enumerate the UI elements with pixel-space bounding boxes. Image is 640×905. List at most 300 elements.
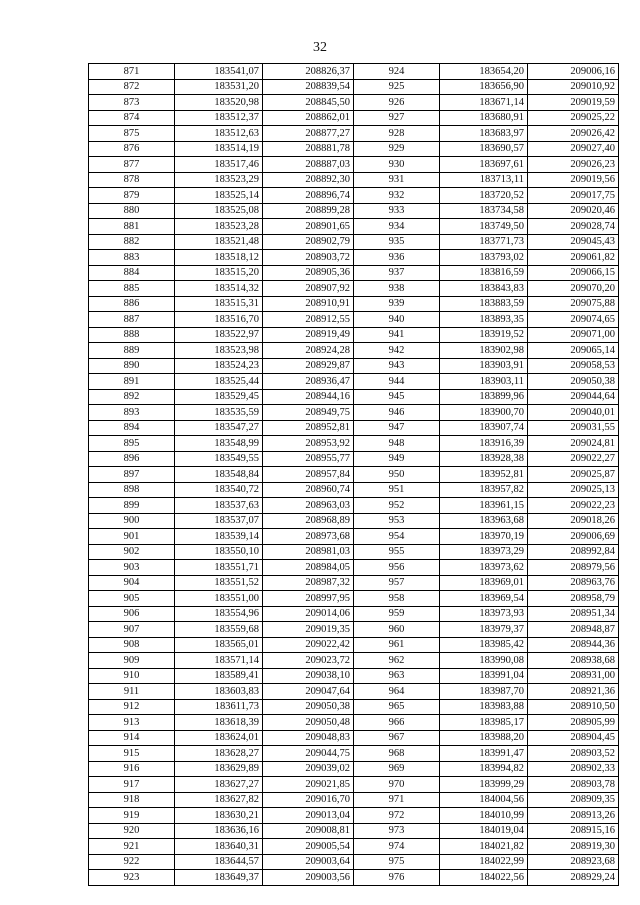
table-row (89, 250, 619, 266)
point-number-cell: 902 (89, 544, 175, 560)
x-coordinate-cell: 183919,52 (440, 327, 528, 343)
x-coordinate-cell: 183565,01 (175, 637, 263, 653)
table-row (89, 374, 619, 390)
x-coordinate-cell: 183973,93 (440, 606, 528, 622)
y-coordinate-cell: 208919,49 (263, 327, 354, 343)
point-number-cell: 914 (89, 730, 175, 746)
y-coordinate-cell: 208987,32 (263, 575, 354, 591)
y-coordinate-cell: 209025,87 (528, 467, 619, 483)
point-number-cell: 967 (354, 730, 440, 746)
x-coordinate-cell: 184021,82 (440, 839, 528, 855)
point-number-cell: 925 (354, 79, 440, 95)
y-coordinate-cell: 208948,87 (528, 622, 619, 638)
point-number-cell: 938 (354, 281, 440, 297)
x-coordinate-cell: 183690,57 (440, 141, 528, 157)
x-coordinate-cell: 183618,39 (175, 715, 263, 731)
point-number-cell: 918 (89, 792, 175, 808)
y-coordinate-cell: 209019,35 (263, 622, 354, 638)
table-row (89, 823, 619, 839)
y-coordinate-cell: 209048,83 (263, 730, 354, 746)
y-coordinate-cell: 209023,72 (263, 653, 354, 669)
y-coordinate-cell: 209018,26 (528, 513, 619, 529)
point-number-cell: 909 (89, 653, 175, 669)
table-row (89, 327, 619, 343)
x-coordinate-cell: 183529,45 (175, 389, 263, 405)
point-number-cell: 940 (354, 312, 440, 328)
point-number-cell: 898 (89, 482, 175, 498)
x-coordinate-cell: 183524,23 (175, 358, 263, 374)
point-number-cell: 890 (89, 358, 175, 374)
y-coordinate-cell: 209013,04 (263, 808, 354, 824)
table-row (89, 358, 619, 374)
x-coordinate-cell: 183644,57 (175, 854, 263, 870)
x-coordinate-cell: 184019,04 (440, 823, 528, 839)
table-row (89, 653, 619, 669)
x-coordinate-cell: 183957,82 (440, 482, 528, 498)
x-coordinate-cell: 183793,02 (440, 250, 528, 266)
x-coordinate-cell: 183628,27 (175, 746, 263, 762)
table-row (89, 157, 619, 173)
x-coordinate-cell: 183969,01 (440, 575, 528, 591)
point-number-cell: 946 (354, 405, 440, 421)
table-row (89, 343, 619, 359)
y-coordinate-cell: 208892,30 (263, 172, 354, 188)
x-coordinate-cell: 183999,29 (440, 777, 528, 793)
x-coordinate-cell: 183515,20 (175, 265, 263, 281)
y-coordinate-cell: 208905,36 (263, 265, 354, 281)
point-number-cell: 932 (354, 188, 440, 204)
y-coordinate-cell: 208968,89 (263, 513, 354, 529)
table-row (89, 219, 619, 235)
x-coordinate-cell: 183531,20 (175, 79, 263, 95)
point-number-cell: 877 (89, 157, 175, 173)
point-number-cell: 920 (89, 823, 175, 839)
x-coordinate-cell: 183515,31 (175, 296, 263, 312)
point-number-cell: 908 (89, 637, 175, 653)
point-number-cell: 921 (89, 839, 175, 855)
x-coordinate-cell: 183973,29 (440, 544, 528, 560)
x-coordinate-cell: 183537,63 (175, 498, 263, 514)
table-row (89, 591, 619, 607)
point-number-cell: 878 (89, 172, 175, 188)
y-coordinate-cell: 208938,68 (528, 653, 619, 669)
x-coordinate-cell: 183537,07 (175, 513, 263, 529)
y-coordinate-cell: 208909,35 (528, 792, 619, 808)
table-row (89, 420, 619, 436)
y-coordinate-cell: 209025,22 (528, 110, 619, 126)
y-coordinate-cell: 209008,81 (263, 823, 354, 839)
x-coordinate-cell: 183551,00 (175, 591, 263, 607)
point-number-cell: 931 (354, 172, 440, 188)
x-coordinate-cell: 183525,14 (175, 188, 263, 204)
table-row (89, 95, 619, 111)
y-coordinate-cell: 208936,47 (263, 374, 354, 390)
table-row (89, 467, 619, 483)
point-number-cell: 950 (354, 467, 440, 483)
y-coordinate-cell: 208912,55 (263, 312, 354, 328)
point-number-cell: 929 (354, 141, 440, 157)
y-coordinate-cell: 208931,00 (528, 668, 619, 684)
x-coordinate-cell: 183963,68 (440, 513, 528, 529)
x-coordinate-cell: 183697,61 (440, 157, 528, 173)
y-coordinate-cell: 208979,56 (528, 560, 619, 576)
point-number-cell: 934 (354, 219, 440, 235)
page-number: 32 (313, 40, 327, 55)
point-number-cell: 935 (354, 234, 440, 250)
point-number-cell: 930 (354, 157, 440, 173)
table-row (89, 482, 619, 498)
table-row (89, 188, 619, 204)
point-number-cell: 974 (354, 839, 440, 855)
table-row (89, 451, 619, 467)
y-coordinate-cell: 208901,65 (263, 219, 354, 235)
y-coordinate-cell: 208952,81 (263, 420, 354, 436)
y-coordinate-cell: 208944,36 (528, 637, 619, 653)
table-row (89, 777, 619, 793)
table-row (89, 436, 619, 452)
point-number-cell: 894 (89, 420, 175, 436)
y-coordinate-cell: 208973,68 (263, 529, 354, 545)
y-coordinate-cell: 209003,64 (263, 854, 354, 870)
point-number-cell: 880 (89, 203, 175, 219)
y-coordinate-cell: 208902,33 (528, 761, 619, 777)
table-row (89, 405, 619, 421)
y-coordinate-cell: 208984,05 (263, 560, 354, 576)
y-coordinate-cell: 208881,78 (263, 141, 354, 157)
y-coordinate-cell: 209010,92 (528, 79, 619, 95)
x-coordinate-cell: 183517,46 (175, 157, 263, 173)
x-coordinate-cell: 183525,08 (175, 203, 263, 219)
x-coordinate-cell: 183994,82 (440, 761, 528, 777)
point-number-cell: 927 (354, 110, 440, 126)
y-coordinate-cell: 209020,46 (528, 203, 619, 219)
y-coordinate-cell: 208960,74 (263, 482, 354, 498)
x-coordinate-cell: 183627,27 (175, 777, 263, 793)
y-coordinate-cell: 208910,91 (263, 296, 354, 312)
y-coordinate-cell: 208921,36 (528, 684, 619, 700)
point-number-cell: 892 (89, 389, 175, 405)
point-number-cell: 917 (89, 777, 175, 793)
y-coordinate-cell: 209019,59 (528, 95, 619, 111)
table-row (89, 513, 619, 529)
x-coordinate-cell: 183535,59 (175, 405, 263, 421)
table-row (89, 761, 619, 777)
y-coordinate-cell: 209014,06 (263, 606, 354, 622)
x-coordinate-cell: 183843,83 (440, 281, 528, 297)
y-coordinate-cell: 208924,28 (263, 343, 354, 359)
x-coordinate-cell: 183551,52 (175, 575, 263, 591)
point-number-cell: 899 (89, 498, 175, 514)
y-coordinate-cell: 209031,55 (528, 420, 619, 436)
x-coordinate-cell: 183987,70 (440, 684, 528, 700)
point-number-cell: 922 (89, 854, 175, 870)
point-number-cell: 915 (89, 746, 175, 762)
point-number-cell: 949 (354, 451, 440, 467)
y-coordinate-cell: 208958,79 (528, 591, 619, 607)
point-number-cell: 968 (354, 746, 440, 762)
point-number-cell: 876 (89, 141, 175, 157)
x-coordinate-cell: 183521,48 (175, 234, 263, 250)
point-number-cell: 906 (89, 606, 175, 622)
point-number-cell: 954 (354, 529, 440, 545)
table-row (89, 715, 619, 731)
y-coordinate-cell: 208826,37 (263, 64, 354, 80)
x-coordinate-cell: 183514,19 (175, 141, 263, 157)
x-coordinate-cell: 183550,10 (175, 544, 263, 560)
x-coordinate-cell: 183970,19 (440, 529, 528, 545)
point-number-cell: 948 (354, 436, 440, 452)
x-coordinate-cell: 183734,58 (440, 203, 528, 219)
x-coordinate-cell: 183627,82 (175, 792, 263, 808)
y-coordinate-cell: 208910,50 (528, 699, 619, 715)
x-coordinate-cell: 183907,74 (440, 420, 528, 436)
point-number-cell: 910 (89, 668, 175, 684)
point-number-cell: 964 (354, 684, 440, 700)
x-coordinate-cell: 183988,20 (440, 730, 528, 746)
x-coordinate-cell: 183548,99 (175, 436, 263, 452)
y-coordinate-cell: 209065,14 (528, 343, 619, 359)
x-coordinate-cell: 183749,50 (440, 219, 528, 235)
x-coordinate-cell: 183990,08 (440, 653, 528, 669)
point-number-cell: 937 (354, 265, 440, 281)
table-row (89, 281, 619, 297)
point-number-cell: 888 (89, 327, 175, 343)
x-coordinate-cell: 183969,54 (440, 591, 528, 607)
y-coordinate-cell: 208919,30 (528, 839, 619, 855)
point-number-cell: 926 (354, 95, 440, 111)
x-coordinate-cell: 183512,63 (175, 126, 263, 142)
table-row (89, 839, 619, 855)
y-coordinate-cell: 208839,54 (263, 79, 354, 95)
y-coordinate-cell: 208963,76 (528, 575, 619, 591)
y-coordinate-cell: 208904,45 (528, 730, 619, 746)
x-coordinate-cell: 183549,55 (175, 451, 263, 467)
point-number-cell: 891 (89, 374, 175, 390)
y-coordinate-cell: 209022,27 (528, 451, 619, 467)
y-coordinate-cell: 209050,38 (263, 699, 354, 715)
x-coordinate-cell: 183540,72 (175, 482, 263, 498)
point-number-cell: 945 (354, 389, 440, 405)
point-number-cell: 958 (354, 591, 440, 607)
y-coordinate-cell: 208997,95 (263, 591, 354, 607)
x-coordinate-cell: 183539,14 (175, 529, 263, 545)
x-coordinate-cell: 183603,83 (175, 684, 263, 700)
table-row (89, 110, 619, 126)
y-coordinate-cell: 208929,87 (263, 358, 354, 374)
x-coordinate-cell: 183654,20 (440, 64, 528, 80)
point-number-cell: 975 (354, 854, 440, 870)
point-number-cell: 884 (89, 265, 175, 281)
x-coordinate-cell: 183713,11 (440, 172, 528, 188)
x-coordinate-cell: 183683,97 (440, 126, 528, 142)
point-number-cell: 874 (89, 110, 175, 126)
point-number-cell: 962 (354, 653, 440, 669)
point-number-cell: 952 (354, 498, 440, 514)
table-row (89, 172, 619, 188)
x-coordinate-cell: 183547,27 (175, 420, 263, 436)
x-coordinate-cell: 183523,98 (175, 343, 263, 359)
table-row (89, 575, 619, 591)
y-coordinate-cell: 209058,53 (528, 358, 619, 374)
y-coordinate-cell: 208903,78 (528, 777, 619, 793)
point-number-cell: 875 (89, 126, 175, 142)
x-coordinate-cell: 183973,62 (440, 560, 528, 576)
x-coordinate-cell: 183883,59 (440, 296, 528, 312)
point-number-cell: 885 (89, 281, 175, 297)
point-number-cell: 901 (89, 529, 175, 545)
point-number-cell: 942 (354, 343, 440, 359)
x-coordinate-cell: 183640,31 (175, 839, 263, 855)
point-number-cell: 972 (354, 808, 440, 824)
y-coordinate-cell: 209039,02 (263, 761, 354, 777)
point-number-cell: 959 (354, 606, 440, 622)
y-coordinate-cell: 208953,92 (263, 436, 354, 452)
y-coordinate-cell: 208902,79 (263, 234, 354, 250)
y-coordinate-cell: 208992,84 (528, 544, 619, 560)
point-number-cell: 919 (89, 808, 175, 824)
x-coordinate-cell: 183611,73 (175, 699, 263, 715)
y-coordinate-cell: 209003,56 (263, 870, 354, 886)
x-coordinate-cell: 183554,96 (175, 606, 263, 622)
point-number-cell: 883 (89, 250, 175, 266)
table-row (89, 203, 619, 219)
y-coordinate-cell: 209024,81 (528, 436, 619, 452)
point-number-cell: 966 (354, 715, 440, 731)
y-coordinate-cell: 208929,24 (528, 870, 619, 886)
table-row (89, 730, 619, 746)
table-row (89, 79, 619, 95)
y-coordinate-cell: 208951,34 (528, 606, 619, 622)
table-row (89, 141, 619, 157)
table-row (89, 265, 619, 281)
point-number-cell: 943 (354, 358, 440, 374)
x-coordinate-cell: 183899,96 (440, 389, 528, 405)
table-row (89, 498, 619, 514)
point-number-cell: 887 (89, 312, 175, 328)
table-row (89, 792, 619, 808)
x-coordinate-cell: 183523,29 (175, 172, 263, 188)
point-number-cell: 933 (354, 203, 440, 219)
point-number-cell: 905 (89, 591, 175, 607)
x-coordinate-cell: 183523,28 (175, 219, 263, 235)
x-coordinate-cell: 183903,91 (440, 358, 528, 374)
y-coordinate-cell: 209047,64 (263, 684, 354, 700)
y-coordinate-cell: 208955,77 (263, 451, 354, 467)
point-number-cell: 881 (89, 219, 175, 235)
table-row (89, 637, 619, 653)
y-coordinate-cell: 209006,16 (528, 64, 619, 80)
table-row (89, 296, 619, 312)
x-coordinate-cell: 183624,01 (175, 730, 263, 746)
y-coordinate-cell: 209061,82 (528, 250, 619, 266)
y-coordinate-cell: 208905,99 (528, 715, 619, 731)
x-coordinate-cell: 183548,84 (175, 467, 263, 483)
x-coordinate-cell: 183991,04 (440, 668, 528, 684)
point-number-cell: 873 (89, 95, 175, 111)
x-coordinate-cell: 183525,44 (175, 374, 263, 390)
point-number-cell: 960 (354, 622, 440, 638)
point-number-cell: 889 (89, 343, 175, 359)
x-coordinate-cell: 183916,39 (440, 436, 528, 452)
point-number-cell: 957 (354, 575, 440, 591)
x-coordinate-cell: 183656,90 (440, 79, 528, 95)
coordinates-table-body (89, 64, 619, 886)
y-coordinate-cell: 209006,69 (528, 529, 619, 545)
table-row (89, 684, 619, 700)
x-coordinate-cell: 183983,88 (440, 699, 528, 715)
point-number-cell: 879 (89, 188, 175, 204)
point-number-cell: 903 (89, 560, 175, 576)
y-coordinate-cell: 209050,38 (528, 374, 619, 390)
point-number-cell: 912 (89, 699, 175, 715)
table-row (89, 746, 619, 762)
y-coordinate-cell: 209075,88 (528, 296, 619, 312)
y-coordinate-cell: 208862,01 (263, 110, 354, 126)
x-coordinate-cell: 183952,81 (440, 467, 528, 483)
point-number-cell: 965 (354, 699, 440, 715)
x-coordinate-cell: 183551,71 (175, 560, 263, 576)
x-coordinate-cell: 184022,99 (440, 854, 528, 870)
x-coordinate-cell: 183541,07 (175, 64, 263, 80)
point-number-cell: 897 (89, 467, 175, 483)
x-coordinate-cell: 183903,11 (440, 374, 528, 390)
y-coordinate-cell: 208915,16 (528, 823, 619, 839)
x-coordinate-cell: 183771,73 (440, 234, 528, 250)
x-coordinate-cell: 183630,21 (175, 808, 263, 824)
y-coordinate-cell: 209019,56 (528, 172, 619, 188)
y-coordinate-cell: 208903,72 (263, 250, 354, 266)
x-coordinate-cell: 184010,99 (440, 808, 528, 824)
point-number-cell: 956 (354, 560, 440, 576)
table-row (89, 699, 619, 715)
point-number-cell: 939 (354, 296, 440, 312)
point-number-cell: 951 (354, 482, 440, 498)
x-coordinate-cell: 183680,91 (440, 110, 528, 126)
y-coordinate-cell: 209074,65 (528, 312, 619, 328)
y-coordinate-cell: 208957,84 (263, 467, 354, 483)
table-row (89, 544, 619, 560)
point-number-cell: 900 (89, 513, 175, 529)
x-coordinate-cell: 183902,98 (440, 343, 528, 359)
point-number-cell: 936 (354, 250, 440, 266)
y-coordinate-cell: 208887,03 (263, 157, 354, 173)
table-row (89, 529, 619, 545)
point-number-cell: 941 (354, 327, 440, 343)
table-row (89, 234, 619, 250)
x-coordinate-cell: 183589,41 (175, 668, 263, 684)
table-row (89, 808, 619, 824)
y-coordinate-cell: 208877,27 (263, 126, 354, 142)
point-number-cell: 971 (354, 792, 440, 808)
table-row (89, 126, 619, 142)
x-coordinate-cell: 183518,12 (175, 250, 263, 266)
y-coordinate-cell: 209045,43 (528, 234, 619, 250)
x-coordinate-cell: 183671,14 (440, 95, 528, 111)
y-coordinate-cell: 209038,10 (263, 668, 354, 684)
table-row (89, 870, 619, 886)
point-number-cell: 896 (89, 451, 175, 467)
x-coordinate-cell: 183985,42 (440, 637, 528, 653)
y-coordinate-cell: 209028,74 (528, 219, 619, 235)
point-number-cell: 871 (89, 64, 175, 80)
y-coordinate-cell: 208896,74 (263, 188, 354, 204)
point-number-cell: 924 (354, 64, 440, 80)
point-number-cell: 970 (354, 777, 440, 793)
y-coordinate-cell: 208963,03 (263, 498, 354, 514)
point-number-cell: 947 (354, 420, 440, 436)
x-coordinate-cell: 183979,37 (440, 622, 528, 638)
point-number-cell: 961 (354, 637, 440, 653)
